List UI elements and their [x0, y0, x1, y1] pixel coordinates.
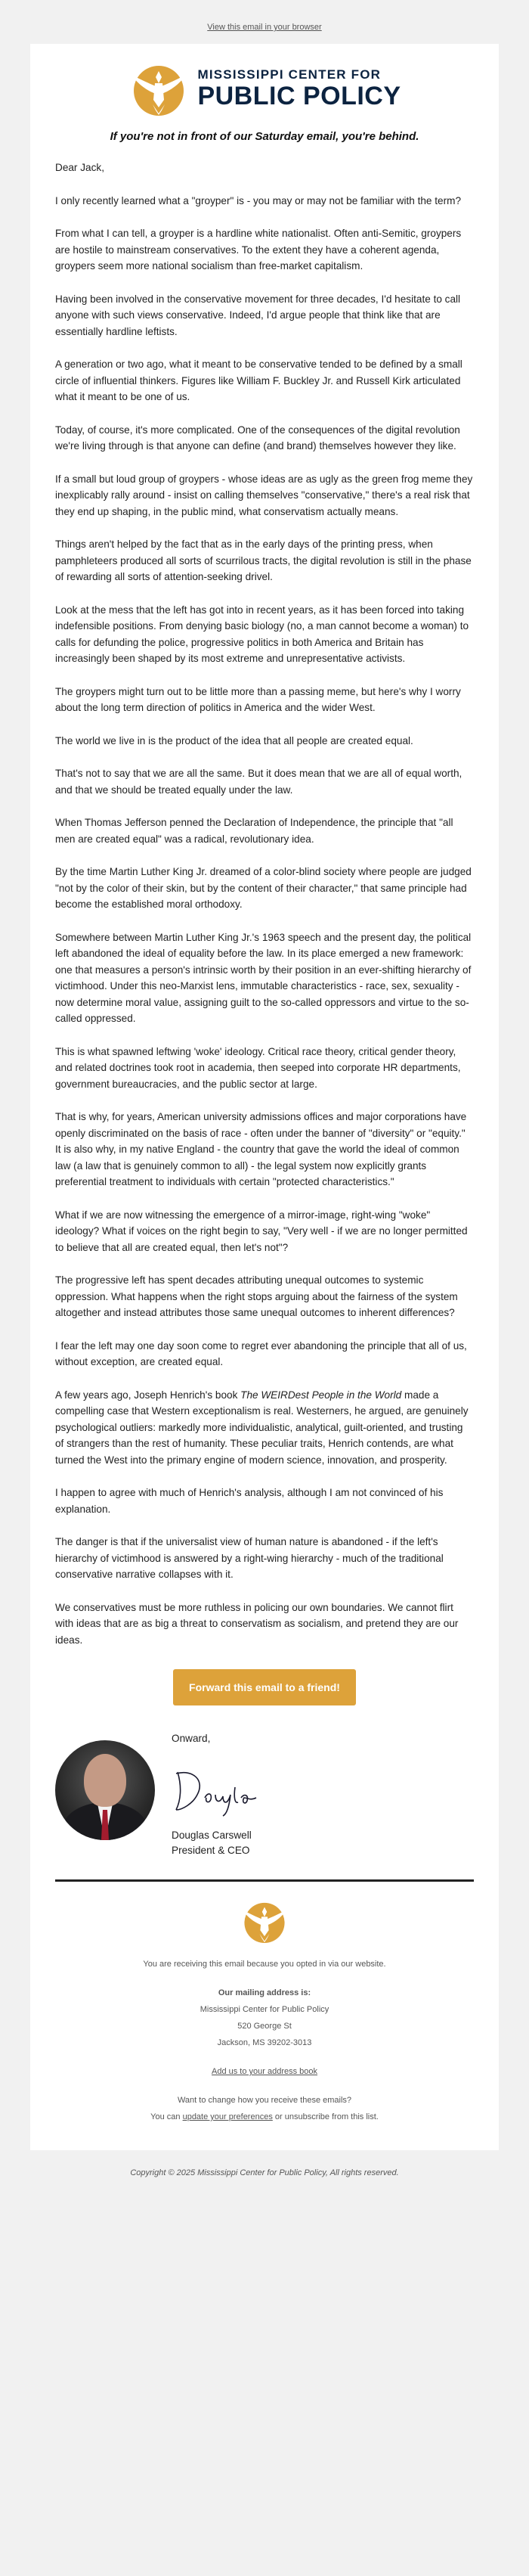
body-paragraph: That's not to say that we are all the same. But it does mean that we are all of equal worth, and that we should be treated equally under the law. [55, 768, 462, 796]
add-address-wrap [55, 2065, 474, 2078]
signature-text [172, 1725, 262, 1858]
view-in-browser-link[interactable]: View this email in your browser [207, 23, 322, 32]
body-paragraph: Having been involved in the conservative movement for three decades, I'd hesitate to call anyone with such views conservative. Indeed, I'd argue people that think like that are essentially hardline leftists. [55, 293, 461, 337]
add-to-address-book-link[interactable]: Add us to your address book [211, 2067, 318, 2076]
body-paragraph: Today, of course, it's more complicated. One of the consequences of the digital revolution we're living through is that anyone can define (and brand) themselves however they like. [55, 424, 460, 452]
tagline: If you're not in front of our Saturday email, you're behind. [110, 130, 419, 143]
body-paragraph: A generation or two ago, what it meant to be conservative tended to be defined by a small circle of influential thinkers. Figures like William F. Buckley Jr. and Russell Kirk articulated what it meant to be one of us. [55, 358, 462, 402]
book-title: The WEIRDest People in the World [240, 1389, 402, 1401]
period-text: . [376, 2112, 379, 2121]
body-paragraph: When Thomas Jefferson penned the Declaration of Independence, the principle that "all men are created equal" was a radical, revolutionary idea. [55, 817, 453, 845]
cta-wrap [55, 1669, 474, 1705]
optin-notice: You are receiving this email because you opted in via our website. [143, 1960, 386, 1969]
body-paragraph: Things aren't helped by the fact that as in the early days of the printing press, when pamphleteers produced all sorts of scurrilous tracts, the digital revolution is still in the phase of rewarding all sorts of attention-seeking drivel. [55, 538, 472, 582]
logo[interactable] [55, 61, 474, 116]
signature-scrawl [172, 1764, 262, 1817]
you-can-text: You can [150, 2112, 183, 2121]
copyright: Copyright © 2025 Mississippi Center for Public Policy, All rights reserved. [130, 2168, 399, 2177]
body-paragraph: I fear the left may one day soon come to regret ever abandoning the principle that all of us, without exception, are created equal. [55, 1339, 467, 1367]
body-paragraph: The world we live in is the product of the idea that all people are created equal. [55, 734, 413, 746]
henrich-paragraph [55, 1387, 474, 1469]
greeting: Dear Jack, [55, 162, 104, 173]
logo-line-2: PUBLIC POLICY [197, 82, 401, 110]
signer-name: Douglas Carswell [172, 1830, 252, 1841]
body-paragraph: That is why, for years, American university admissions offices and major corporations have openly discriminated on the basis of race - often under the banner of "diversity" or "equity." It is also why, in my native England - the country that gave the world the ideal of common law (a law that is genuinely common to all) - the legal system now explicitly grants preferential treatment to individuals with certain "protected characteristics." [55, 1111, 467, 1187]
address-line: Jackson, MS 39202-3013 [217, 2038, 312, 2047]
body-paragraph: By the time Martin Luther King Jr. dreamed of a color-blind society where people are judged "not by the color of their skin, but by the content of their character," that same principle had become the established moral orthodoxy. [55, 866, 472, 910]
body-paragraph: We conservatives must be more ruthless in policing our own boundaries. We cannot flirt with ideas that are as big a threat to conservatism as socialism, and pretend they are our ideas. [55, 1601, 459, 1646]
body-paragraph: Somewhere between Martin Luther King Jr.'s 1963 speech and the present day, the political left abandoned the ideal of equality before the law. In its place emerged a new framework: one that measures a person's intrinsic worth by their position in an ever-shifting hierarchy of victimhood. Under this neo-Marxist lens, immutable characteristics - race, sex, sexuality - now determine moral value, assigning guilt to the so-called oppressors and virtue to the so-called oppressed. [55, 931, 472, 1024]
body-paragraph: The groypers might turn out to be little more than a passing meme, but here's why I worry about the long term direction of politics in America and the wider West. [55, 685, 461, 713]
body-paragraph: If a small but loud group of groypers - whose ideas are as ugly as the green frog meme they inexplicably rally around - insist on calling themselves "conservative," there's a real risk that they end up shaping, in the public mind, what conservatism actually means. [55, 473, 473, 517]
logo-line-1: MISSISSIPPI CENTER FOR [197, 67, 382, 82]
update-preferences-link[interactable]: update your preferences [182, 2112, 273, 2121]
eagle-logo-icon [128, 61, 190, 116]
signoff: Onward, [172, 1733, 211, 1744]
body-paragraph: I only recently learned what a "groyper" is - you may or may not be familiar with the term? [55, 194, 462, 206]
unsubscribe-link[interactable]: unsubscribe from this list [284, 2112, 376, 2121]
address-heading: Our mailing address is: [218, 1988, 311, 1997]
forward-email-button[interactable]: Forward this email to a friend! [173, 1669, 356, 1705]
preferences-line [55, 2111, 474, 2123]
change-prompt: Want to change how you receive these emails? [177, 2096, 352, 2105]
henrich-before: A few years ago, Joseph Henrich's book [55, 1389, 241, 1401]
eagle-logo-icon [240, 1898, 289, 1944]
signature-block [55, 1725, 474, 1858]
body-paragraph: The danger is that if the universalist view of human nature is abandoned - if the left's hierarchy of victimhood is answered by a right-wing hierarchy - much of the traditional conservative narrative collapses with it. [55, 1536, 444, 1580]
or-text: or [272, 2112, 285, 2121]
footer [55, 1882, 474, 2123]
signer-role: President & CEO [172, 1845, 250, 1856]
address-line: 520 George St [237, 2022, 292, 2031]
email-body [55, 160, 474, 1648]
preheader [0, 0, 529, 44]
body-paragraph: From what I can tell, a groyper is a hardline white nationalist. Often anti-Semitic, groypers are hostile to mainstream conservatives. To the extent they have a coherent agenda, groypers seem more national socialism than free-market capitalism. [55, 228, 462, 272]
body-paragraph: The progressive left has spent decades attributing unequal outcomes to systemic oppression. What happens when the right stops arguing about the fairness of the system altogether and instead attributes those same unequal outcomes to inherent differences? [55, 1274, 458, 1318]
body-paragraph: I happen to agree with much of Henrich's analysis, although I am not convinced of his explanation. [55, 1487, 444, 1515]
avatar [55, 1740, 155, 1840]
avatar-face [84, 1754, 126, 1807]
henrich-after: made a compelling case that Western exceptionalism is real. Westerners, he argued, are genuinely psychological outliers: markedly more individualistic, analytical, guilt-oriented, and trusting of strangers than the rest of humanity. These peculiar traits, Henrich contends, are what turned the West into the primary engine of modern science, innovation, and prosperity. [55, 1389, 469, 1466]
body-paragraph: What if we are now witnessing the emergence of a mirror-image, right-wing "woke" ideology? What if voices on the right begin to say, "Very well - if we are no longer permitted to believe that all are created equal, then let's not"? [55, 1209, 468, 1253]
email-card [30, 44, 499, 2150]
address-line: Mississippi Center for Public Policy [200, 2005, 329, 2014]
logo-wordmark [197, 68, 401, 109]
body-paragraph: This is what spawned leftwing 'woke' ideology. Critical race theory, critical gender theory, and related doctrines took root in academia, then seeped into corporate HR departments, government bureaucracies, and the public sector at large. [55, 1045, 461, 1090]
body-paragraph: Look at the mess that the left has got into in recent years, as it has been forced into taking indefensible positions. From denying basic biology (no, a man cannot become a woman) to calls for defunding the police, progressive politics in both America and Britain has increasingly been shaped by its most extreme and unrepresentative activists. [55, 604, 469, 664]
